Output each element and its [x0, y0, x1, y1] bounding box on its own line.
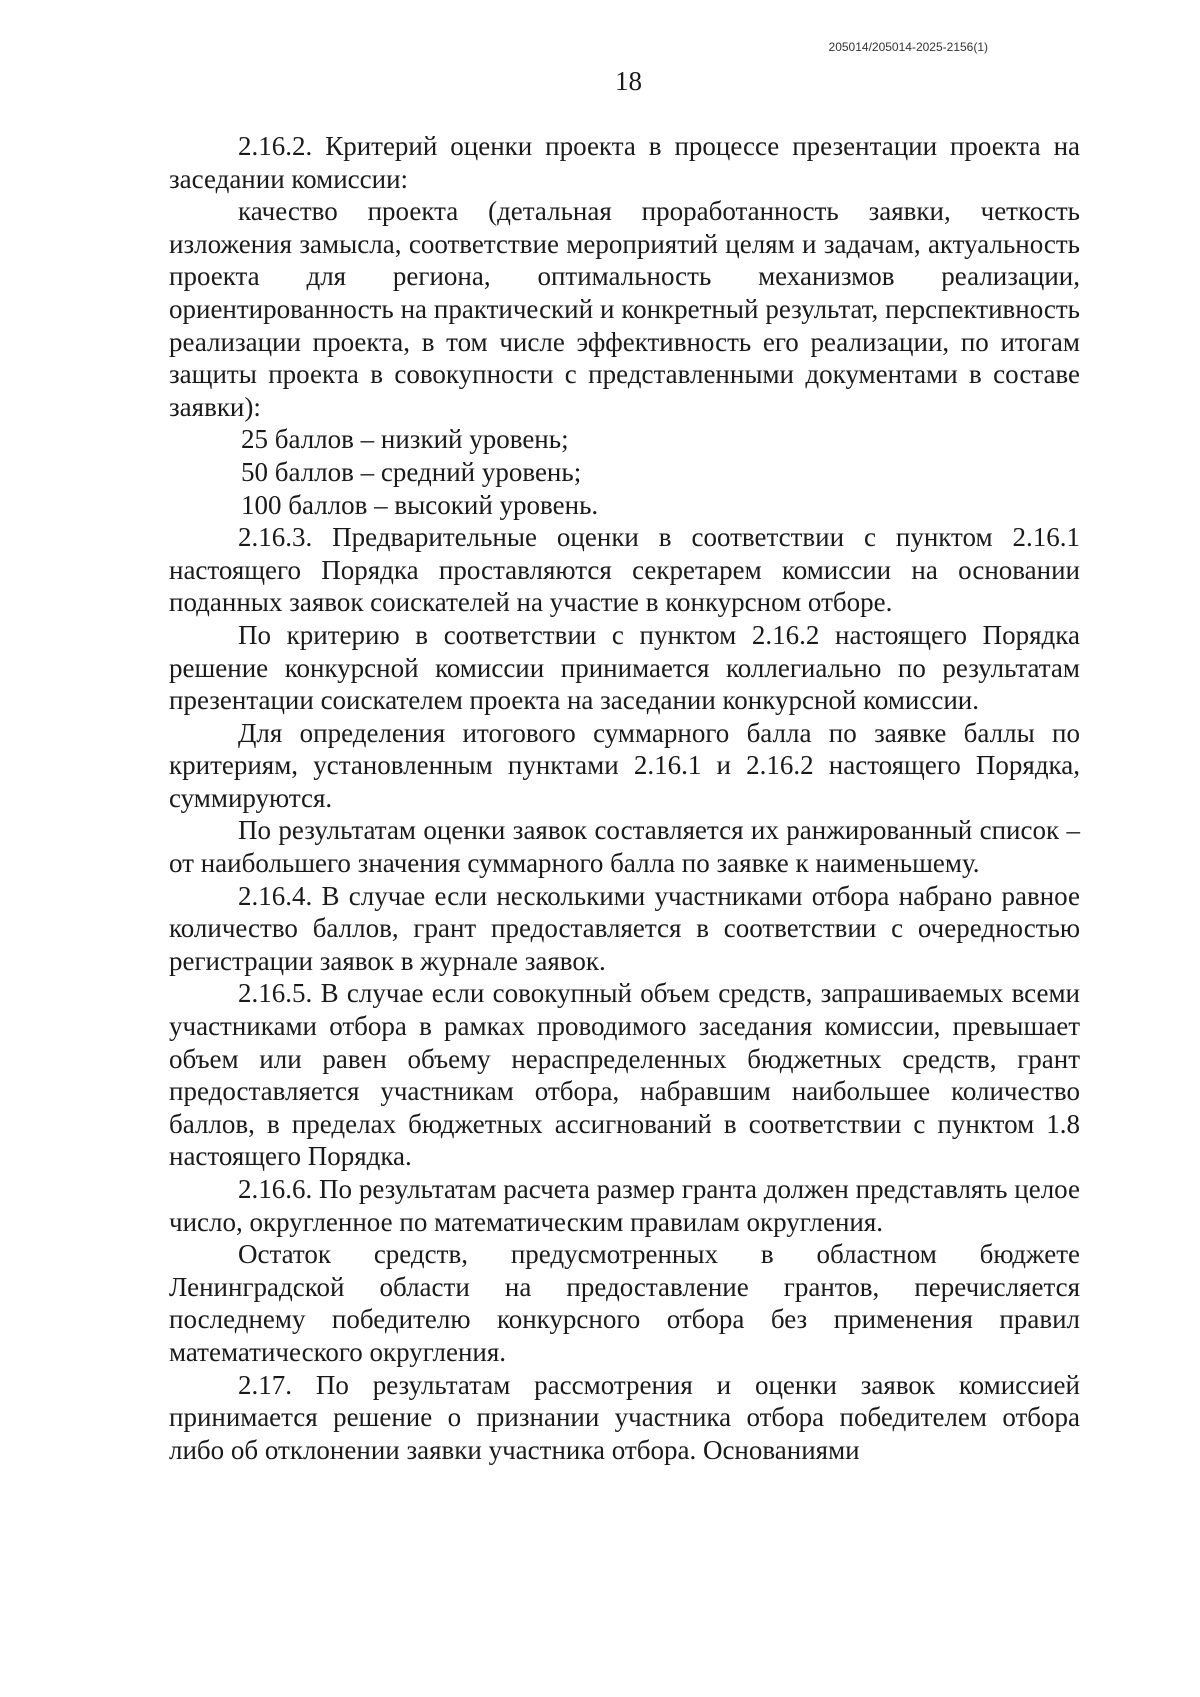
paragraph-2-17: 2.17. По результатам рассмотрения и оценки заявок комиссией принимается решение о признании участника отбора победителем отбора либо об отклонении заявки участника отбора. Основаниями [169, 1369, 1080, 1465]
paragraph-2-16-3: 2.16.3. Предварительные оценки в соответствии с пунктом 2.16.1 настоящего Порядка проставляются секретарем комиссии на основании поданных заявок соискателей на участие в конкурсном отборе. [169, 522, 1080, 618]
document-body [169, 130, 1080, 1466]
score-high-level: 100 баллов – высокий уровень. [241, 489, 599, 520]
document-registration-number: 205014/205014-2025-2156(1) [828, 40, 988, 54]
paragraph-2-16-4: 2.16.4. В случае если несколькими участниками отбора набрано равное количество баллов, грант предоставляется в соответствии с очередностью регистрации заявок в журнале заявок. [169, 880, 1080, 976]
paragraph-criterion-decision: По критерию в соответствии с пунктом 2.16.2 настоящего Порядка решение конкурсной комиссии принимается коллегиально по результатам презентации соискателем проекта на заседании конкурсной комиссии. [169, 619, 1080, 716]
paragraph-2-16-6: 2.16.6. По результатам расчета размер гранта должен представлять целое число, округленное по математическим правилам округления. [169, 1174, 1080, 1237]
score-low-level: 25 баллов – низкий уровень; [241, 424, 569, 455]
paragraph-total-score: Для определения итогового суммарного балла по заявке баллы по критериям, установленным пунктами 2.16.1 и 2.16.2 настоящего Порядка, суммируются. [169, 717, 1080, 813]
paragraph-2-16-2: 2.16.2. Критерий оценки проекта в процессе презентации проекта на заседании комиссии: [169, 131, 1080, 194]
score-medium-level: 50 баллов – средний уровень; [241, 456, 582, 487]
paragraph-2-16-5: 2.16.5. В случае если совокупный объем средств, запрашиваемых всеми участниками отбора в рамках проводимого заседания комиссии, превышает объем или равен объему нераспределенных бюджетных средств, грант предоставляется участникам отбора, набравшим наибольшее количество баллов, в пределах бюджетных ассигнований в соответствии с пунктом 1.8 настоящего Порядка. [169, 978, 1080, 1172]
paragraph-ranked-list: По результатам оценки заявок составляется их ранжированный список – от наибольшего значения суммарного балла по заявке к наименьшему. [169, 815, 1080, 879]
paragraph-project-quality: качество проекта (детальная проработанность заявки, четкость изложения замысла, соответствие мероприятий целям и задачам, актуальность проекта для региона, оптимальность механизмов реализации, ориентированность на практический и конкретный результат, перспективность реализации проекта, в том числе эффективность его реализации, по итогам защиты проекта в совокупности с представленными документами в составе заявки): [169, 196, 1080, 422]
page-number: 18 [615, 66, 642, 96]
paragraph-remaining-funds: Остаток средств, предусмотренных в областном бюджете Ленинградской области на предоставление грантов, перечисляется последнему победителю конкурсного отбора без применения правил математического округления. [169, 1239, 1080, 1367]
